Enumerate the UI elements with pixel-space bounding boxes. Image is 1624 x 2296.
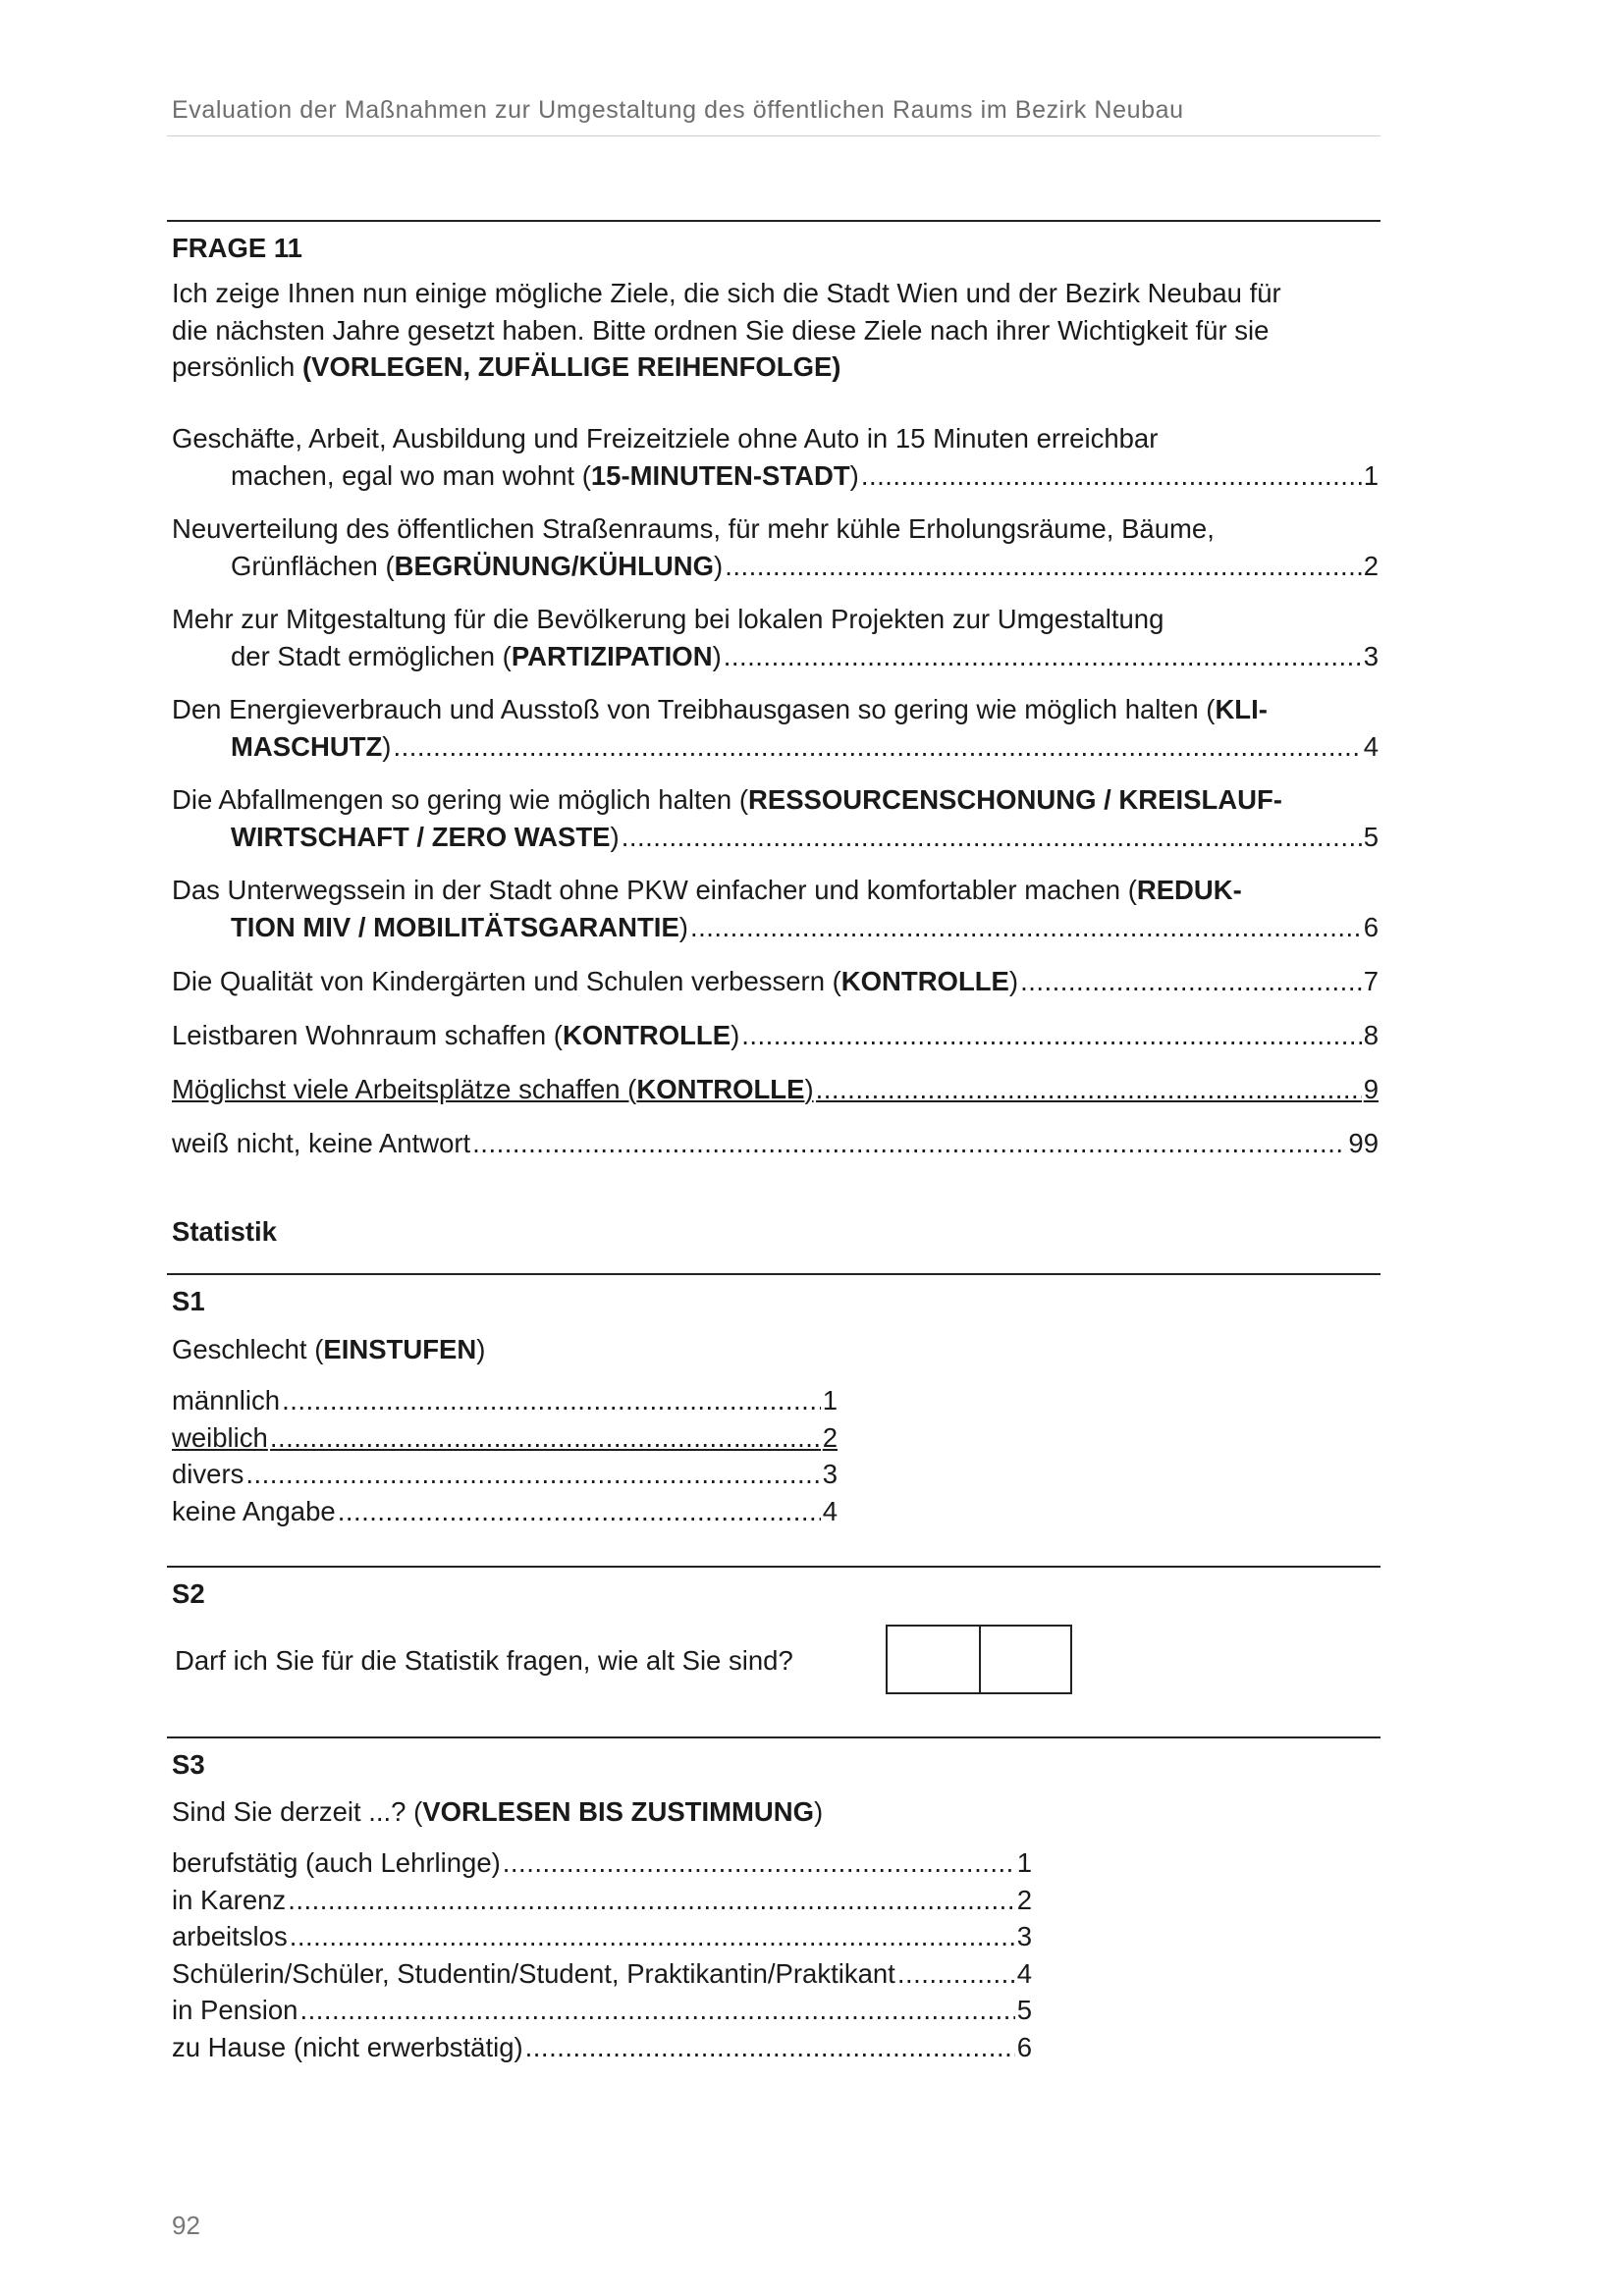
list-item: berufstätig (auch Lehrlinge) ..... 1 [172, 1847, 1032, 1885]
s2-label: S2 [172, 1578, 205, 1609]
list-item: divers ..... 3 [172, 1459, 838, 1496]
frage11-label: FRAGE 11 [172, 233, 302, 263]
answer-option-8: Leistbaren Wohnraum schaffen (KONTROLLE) ..... 8 [172, 1017, 1379, 1054]
answer-code: 1 [1363, 459, 1379, 491]
list-item: zu Hause (nicht erwerbstätig) ..... 6 [172, 2032, 1032, 2069]
answer-option-99: weiß nicht, keine Antwort ..... 99 [172, 1125, 1379, 1162]
answer-option-3: Mehr zur Mitgestaltung für die Bevölkerung bei lokalen Projekten zur Umgestaltung der Stadt ermöglichen (PARTIZIPATION) ..... 3 [172, 601, 1379, 674]
frage11-question-line: die nächsten Jahre gesetzt haben. Bitte ordnen Sie diese Ziele nach ihrer Wichtigkeit für sie [172, 314, 1270, 346]
answer-option-9: Möglichst viele Arbeitsplätze schaffen (KONTROLLE) ..... 9 [172, 1071, 1379, 1108]
answer-option-1: Geschäfte, Arbeit, Ausbildung und Freizeitziele ohne Auto in 15 Minuten erreichbar machen, egal wo man wohnt (15-MINUTEN-STADT) ..... 1 [172, 420, 1379, 494]
page-number: 92 [172, 2211, 200, 2240]
list-item: weiblich ..... 2 [172, 1422, 838, 1460]
answer-code: 8 [1363, 1020, 1379, 1050]
answer-code: 3 [1363, 640, 1379, 671]
running-header: Evaluation der Maßnahmen zur Umgestaltung des öffentlichen Raums im Bezirk Neubau [172, 96, 1184, 124]
section-divider-s1 [167, 1273, 1380, 1275]
frage11-question [172, 275, 1380, 386]
list-item: in Pension ..... 5 [172, 1995, 1032, 2032]
answer-code: 4 [1363, 730, 1379, 762]
answer-option-6: Das Unterwegssein in der Stadt ohne PKW einfacher und komfortabler machen (REDUK- TION MIV / MOBILITÄTSGARANTIE) ..... 6 [172, 872, 1379, 945]
answer-option-2: Neuverteilung des öffentlichen Straßenraums, für mehr kühle Erholungsräume, Bäume, Grünflächen (BEGRÜNUNG/KÜHLUNG) ..... 2 [172, 510, 1379, 584]
age-input-box[interactable] [886, 1625, 1072, 1694]
statistik-heading: Statistik [172, 1216, 277, 1247]
s1-label: S1 [172, 1286, 205, 1316]
list-item: arbeitslos ..... 3 [172, 1921, 1032, 1958]
answer-code: 9 [1363, 1074, 1379, 1104]
header-divider [167, 135, 1380, 136]
frage11-instruction: (VORLEGEN, ZUFÄLLIGE REIHENFOLGE) [302, 351, 841, 382]
answer-code: 99 [1348, 1128, 1379, 1158]
answer-option-7: Die Qualität von Kindergärten und Schulen verbessern (KONTROLLE) ..... 7 [172, 963, 1379, 1000]
answer-option-4: Den Energieverbrauch und Ausstoß von Treibhausgasen so gering wie möglich halten (KLI- MASCHUTZ) ..... 4 [172, 691, 1379, 765]
answer-code: 7 [1363, 966, 1379, 996]
answer-code: 2 [1363, 550, 1379, 581]
answer-code: 6 [1363, 911, 1379, 942]
section-divider-s3 [167, 1736, 1380, 1738]
s1-question: Geschlecht (EINSTUFEN) [172, 1334, 486, 1364]
list-item: in Karenz ..... 2 [172, 1885, 1032, 1922]
s3-label: S3 [172, 1749, 205, 1780]
s1-options [172, 1385, 838, 1532]
frage11-question-line: Ich zeige Ihnen nun einige mögliche Ziele, die sich die Stadt Wien und der Bezirk Neubau für [172, 278, 1281, 308]
age-box-divider [979, 1627, 981, 1692]
answer-option-5: Die Abfallmengen so gering wie möglich halten (RESSOURCENSCHONUNG / KREISLAUF- WIRTSCHAFT / ZERO WASTE) ..... 5 [172, 781, 1379, 855]
s3-question: Sind Sie derzeit ...? (VORLESEN BIS ZUSTIMMUNG) [172, 1796, 824, 1827]
frage11-question-line: persönlich [172, 351, 302, 382]
list-item: keine Angabe ..... 4 [172, 1496, 838, 1533]
section-divider-s2 [167, 1566, 1380, 1568]
list-item: Schülerin/Schüler, Studentin/Student, Praktikantin/Praktikant ..... 4 [172, 1958, 1032, 1996]
answer-code: 5 [1363, 821, 1379, 852]
list-item: männlich ..... 1 [172, 1385, 838, 1422]
s2-question: Darf ich Sie für die Statistik fragen, wie alt Sie sind? [175, 1645, 793, 1676]
section-divider-frage11 [167, 220, 1380, 222]
s3-options [172, 1847, 1032, 2068]
